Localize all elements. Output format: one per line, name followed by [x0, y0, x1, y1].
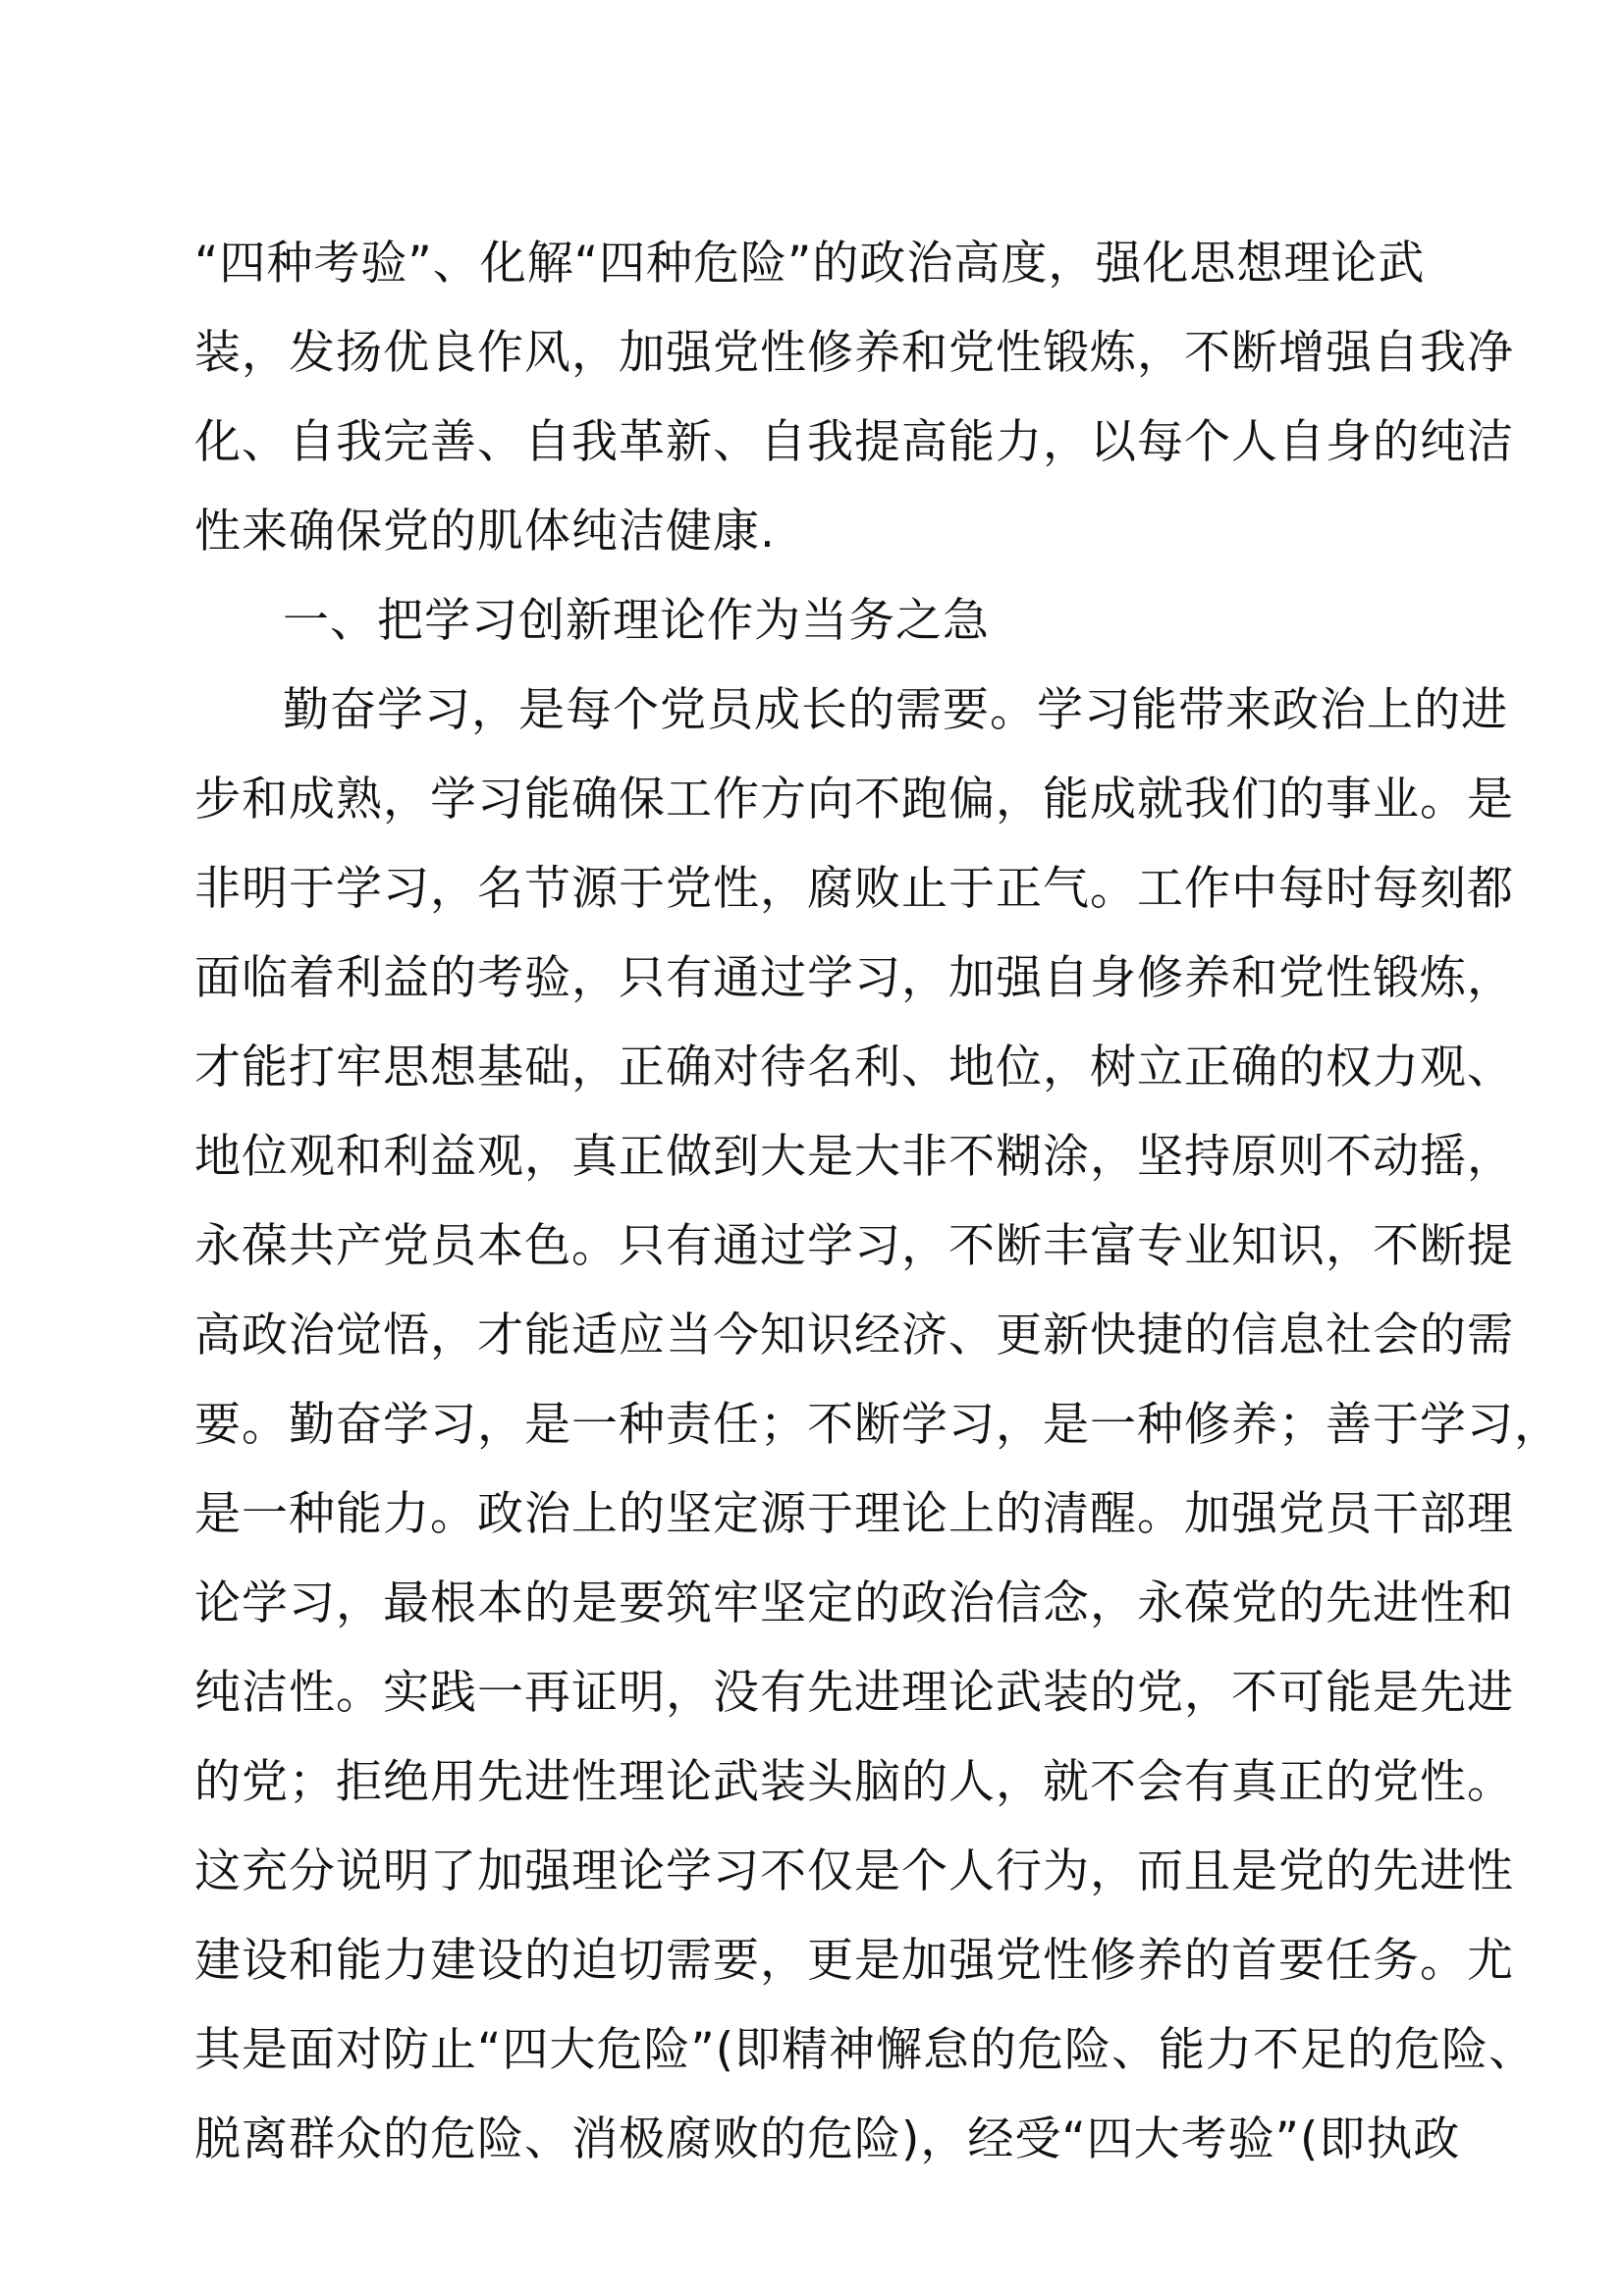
text-line: 化、自我完善、自我革新、自我提高能力，以每个人自身的纯洁 [194, 415, 1514, 469]
text-line: 非明于学习，名节源于党性，腐败止于正气。工作中每时每刻都 [194, 862, 1514, 916]
paragraph-first-line: 勤奋学习，是每个党员成长的需要。学习能带来政治上的进 [283, 683, 1508, 737]
section-heading: 一、把学习创新理论作为当务之急 [283, 594, 990, 648]
text-line: 脱离群众的危险、消极腐败的危险)，经受“四大考验”(即执政 [194, 2112, 1461, 2166]
text-line: 要。勤奋学习，是一种责任；不断学习，是一种修养；善于学习， [194, 1398, 1561, 1452]
text-line: “四种考验”、化解“四种危险”的政治高度，强化思想理论武 [194, 237, 1426, 291]
text-line: 装，发扬优良作风，加强党性修养和党性锻炼，不断增强自我净 [194, 326, 1514, 380]
text-line: 纯洁性。实践一再证明，没有先进理论武装的党，不可能是先进 [194, 1666, 1514, 1720]
text-line: 面临着利益的考验，只有通过学习，加强自身修养和党性锻炼， [194, 951, 1514, 1005]
text-line: 的党；拒绝用先进性理论武装头脑的人，就不会有真正的党性。 [194, 1755, 1514, 1809]
text-line: 永葆共产党员本色。只有通过学习，不断丰富专业知识，不断提 [194, 1219, 1514, 1273]
text-line: 是一种能力。政治上的坚定源于理论上的清醒。加强党员干部理 [194, 1487, 1514, 1541]
text-line: 步和成熟，学习能确保工作方向不跑偏，能成就我们的事业。是 [194, 773, 1514, 827]
text-line: 建设和能力建设的迫切需要，更是加强党性修养的首要任务。尤 [194, 1934, 1514, 1988]
text-line: 高政治觉悟，才能适应当今知识经济、更新快捷的信息社会的需 [194, 1308, 1514, 1362]
text-line: 性来确保党的肌体纯洁健康. [194, 505, 776, 559]
document-body [194, 219, 1561, 2184]
text-line: 才能打牢思想基础，正确对待名利、地位，树立正确的权力观、 [194, 1041, 1514, 1095]
text-line: 论学习，最根本的是要筑牢坚定的政治信念，永葆党的先进性和 [194, 1576, 1514, 1630]
text-line: 其是面对防止“四大危险”(即精神懈怠的危险、能力不足的危险、 [194, 2023, 1537, 2077]
text-line: 这充分说明了加强理论学习不仅是个人行为，而且是党的先进性 [194, 1844, 1514, 1898]
text-line: 地位观和利益观，真正做到大是大非不糊涂，坚持原则不动摇， [194, 1130, 1514, 1184]
